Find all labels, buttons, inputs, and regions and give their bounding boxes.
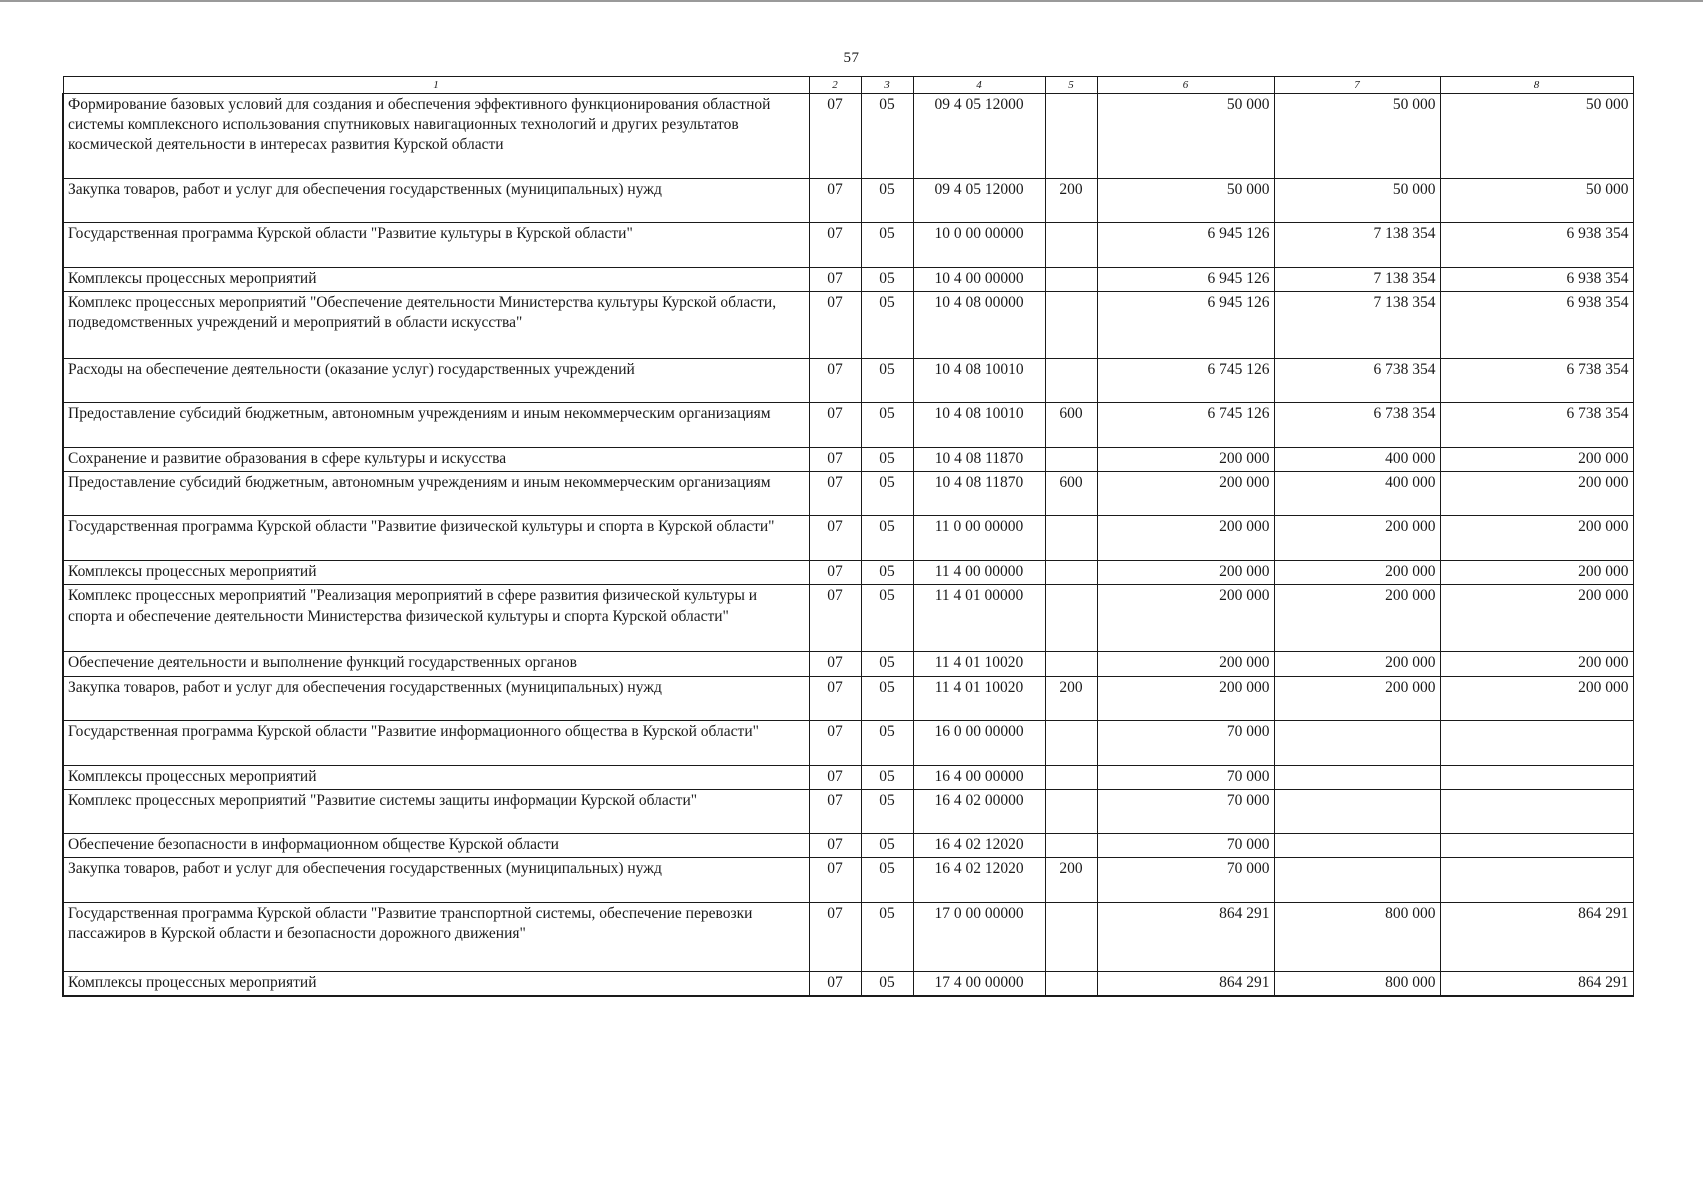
expense-type-code — [1045, 789, 1097, 833]
subsection-code: 05 — [861, 403, 913, 448]
subsection-code: 05 — [861, 561, 913, 585]
amount-col8 — [1440, 789, 1633, 833]
amount-col8 — [1440, 765, 1633, 789]
expense-type-code: 600 — [1045, 403, 1097, 448]
table-row — [63, 268, 1633, 292]
expense-type-code — [1045, 94, 1097, 179]
row-name: Комплексы процессных мероприятий — [63, 765, 809, 789]
target-article-code: 16 0 00 00000 — [913, 720, 1045, 765]
table-row — [63, 472, 1633, 516]
section-code: 07 — [809, 268, 861, 292]
section-code: 07 — [809, 292, 861, 359]
section-code: 07 — [809, 403, 861, 448]
row-name: Расходы на обеспечение деятельности (оказание услуг) государственных учреждений — [63, 359, 809, 403]
section-code: 07 — [809, 472, 861, 516]
amount-col8: 200 000 — [1440, 676, 1633, 720]
target-article-code: 17 4 00 00000 — [913, 971, 1045, 996]
subsection-code: 05 — [861, 789, 913, 833]
amount-col6: 70 000 — [1097, 720, 1274, 765]
amount-col6: 70 000 — [1097, 789, 1274, 833]
row-name: Государственная программа Курской области "Развитие транспортной системы, обеспечение перевозки пассажиров в Курской области и безопасности дорожного движения" — [63, 902, 809, 971]
amount-col7 — [1274, 720, 1440, 765]
expense-type-code — [1045, 292, 1097, 359]
row-name: Обеспечение безопасности в информационном обществе Курской области — [63, 833, 809, 857]
section-code: 07 — [809, 585, 861, 652]
section-code: 07 — [809, 359, 861, 403]
section-code: 07 — [809, 902, 861, 971]
section-code: 07 — [809, 448, 861, 472]
subsection-code: 05 — [861, 585, 913, 652]
subsection-code: 05 — [861, 448, 913, 472]
section-code: 07 — [809, 561, 861, 585]
amount-col8: 6 738 354 — [1440, 403, 1633, 448]
table-row — [63, 652, 1633, 676]
amount-col6: 200 000 — [1097, 516, 1274, 561]
target-article-code: 16 4 02 12020 — [913, 857, 1045, 902]
table-row — [63, 833, 1633, 857]
expense-type-code — [1045, 359, 1097, 403]
amount-col7: 200 000 — [1274, 585, 1440, 652]
target-article-code: 11 4 00 00000 — [913, 561, 1045, 585]
subsection-code: 05 — [861, 765, 913, 789]
table-row — [63, 292, 1633, 359]
amount-col8 — [1440, 720, 1633, 765]
target-article-code: 10 4 08 11870 — [913, 448, 1045, 472]
row-name: Предоставление субсидий бюджетным, автономным учреждениям и иным некоммерческим организациям — [63, 403, 809, 448]
table-row — [63, 179, 1633, 223]
target-article-code: 11 4 01 10020 — [913, 676, 1045, 720]
expense-type-code — [1045, 561, 1097, 585]
amount-col6: 864 291 — [1097, 971, 1274, 996]
expense-type-code — [1045, 585, 1097, 652]
column-header: 5 — [1045, 77, 1097, 94]
column-header: 4 — [913, 77, 1045, 94]
amount-col6: 6 945 126 — [1097, 223, 1274, 268]
subsection-code: 05 — [861, 902, 913, 971]
subsection-code: 05 — [861, 676, 913, 720]
amount-col7 — [1274, 789, 1440, 833]
expense-type-code — [1045, 720, 1097, 765]
amount-col8: 200 000 — [1440, 516, 1633, 561]
expense-type-code — [1045, 223, 1097, 268]
table-row — [63, 789, 1633, 833]
column-number-row — [63, 77, 1633, 94]
target-article-code: 17 0 00 00000 — [913, 902, 1045, 971]
table-row — [63, 561, 1633, 585]
amount-col8: 6 738 354 — [1440, 359, 1633, 403]
amount-col6: 200 000 — [1097, 585, 1274, 652]
expense-type-code: 200 — [1045, 676, 1097, 720]
amount-col6: 6 745 126 — [1097, 359, 1274, 403]
subsection-code: 05 — [861, 833, 913, 857]
subsection-code: 05 — [861, 179, 913, 223]
amount-col8: 864 291 — [1440, 971, 1633, 996]
amount-col7 — [1274, 857, 1440, 902]
target-article-code: 10 0 00 00000 — [913, 223, 1045, 268]
section-code: 07 — [809, 652, 861, 676]
expense-type-code — [1045, 448, 1097, 472]
amount-col8: 200 000 — [1440, 472, 1633, 516]
subsection-code: 05 — [861, 652, 913, 676]
section-code: 07 — [809, 720, 861, 765]
row-name: Сохранение и развитие образования в сфере культуры и искусства — [63, 448, 809, 472]
column-header: 8 — [1440, 77, 1633, 94]
section-code: 07 — [809, 223, 861, 268]
table-row — [63, 223, 1633, 268]
amount-col7: 7 138 354 — [1274, 223, 1440, 268]
amount-col6: 200 000 — [1097, 561, 1274, 585]
table-row — [63, 857, 1633, 902]
target-article-code: 11 4 01 10020 — [913, 652, 1045, 676]
amount-col7: 200 000 — [1274, 516, 1440, 561]
budget-table — [62, 76, 1634, 997]
row-name: Комплекс процессных мероприятий "Обеспечение деятельности Министерства культуры Курской области, подведомственных учреждений и мероприятий в области искусства" — [63, 292, 809, 359]
subsection-code: 05 — [861, 857, 913, 902]
subsection-code: 05 — [861, 472, 913, 516]
table-row — [63, 94, 1633, 179]
target-article-code: 11 4 01 00000 — [913, 585, 1045, 652]
amount-col7 — [1274, 765, 1440, 789]
amount-col8: 6 938 354 — [1440, 223, 1633, 268]
subsection-code: 05 — [861, 223, 913, 268]
amount-col6: 6 745 126 — [1097, 403, 1274, 448]
row-name: Комплекс процессных мероприятий "Реализация мероприятий в сфере развития физической культуры и спорта и обеспечение деятельности Министерства физической культуры и спорта Курской области" — [63, 585, 809, 652]
row-name: Комплексы процессных мероприятий — [63, 561, 809, 585]
amount-col7: 400 000 — [1274, 448, 1440, 472]
table-row — [63, 676, 1633, 720]
amount-col6: 50 000 — [1097, 179, 1274, 223]
expense-type-code — [1045, 268, 1097, 292]
subsection-code: 05 — [861, 359, 913, 403]
amount-col7: 7 138 354 — [1274, 268, 1440, 292]
table-row — [63, 403, 1633, 448]
amount-col7: 200 000 — [1274, 561, 1440, 585]
page-number: 57 — [843, 50, 860, 66]
amount-col8 — [1440, 833, 1633, 857]
amount-col8: 50 000 — [1440, 94, 1633, 179]
section-code: 07 — [809, 94, 861, 179]
section-code: 07 — [809, 516, 861, 561]
amount-col8 — [1440, 857, 1633, 902]
row-name: Государственная программа Курской области "Развитие культуры в Курской области" — [63, 223, 809, 268]
section-code: 07 — [809, 971, 861, 996]
amount-col7: 6 738 354 — [1274, 359, 1440, 403]
amount-col7: 50 000 — [1274, 94, 1440, 179]
expense-type-code — [1045, 516, 1097, 561]
amount-col6: 200 000 — [1097, 652, 1274, 676]
section-code: 07 — [809, 789, 861, 833]
amount-col6: 70 000 — [1097, 765, 1274, 789]
table-row — [63, 359, 1633, 403]
scan-edge — [0, 0, 1703, 2]
target-article-code: 16 4 02 00000 — [913, 789, 1045, 833]
amount-col6: 6 945 126 — [1097, 292, 1274, 359]
section-code: 07 — [809, 857, 861, 902]
column-header: 7 — [1274, 77, 1440, 94]
amount-col6: 200 000 — [1097, 676, 1274, 720]
amount-col7: 6 738 354 — [1274, 403, 1440, 448]
section-code: 07 — [809, 833, 861, 857]
amount-col6: 200 000 — [1097, 448, 1274, 472]
table-row — [63, 585, 1633, 652]
row-name: Комплекс процессных мероприятий "Развитие системы защиты информации Курской области" — [63, 789, 809, 833]
target-article-code: 10 4 08 00000 — [913, 292, 1045, 359]
column-header: 1 — [63, 77, 809, 94]
row-name: Закупка товаров, работ и услуг для обеспечения государственных (муниципальных) нужд — [63, 857, 809, 902]
table-row — [63, 516, 1633, 561]
table-row — [63, 448, 1633, 472]
amount-col8: 200 000 — [1440, 585, 1633, 652]
row-name: Государственная программа Курской области "Развитие информационного общества в Курской области" — [63, 720, 809, 765]
amount-col6: 50 000 — [1097, 94, 1274, 179]
table-row — [63, 971, 1633, 996]
subsection-code: 05 — [861, 94, 913, 179]
amount-col7: 200 000 — [1274, 676, 1440, 720]
amount-col8: 864 291 — [1440, 902, 1633, 971]
expense-type-code — [1045, 652, 1097, 676]
subsection-code: 05 — [861, 971, 913, 996]
amount-col7: 50 000 — [1274, 179, 1440, 223]
target-article-code: 16 4 02 12020 — [913, 833, 1045, 857]
target-article-code: 10 4 08 11870 — [913, 472, 1045, 516]
row-name: Государственная программа Курской области "Развитие физической культуры и спорта в Курской области" — [63, 516, 809, 561]
column-header: 3 — [861, 77, 913, 94]
row-name: Комплексы процессных мероприятий — [63, 971, 809, 996]
amount-col8: 6 938 354 — [1440, 292, 1633, 359]
target-article-code: 09 4 05 12000 — [913, 94, 1045, 179]
row-name: Комплексы процессных мероприятий — [63, 268, 809, 292]
target-article-code: 10 4 08 10010 — [913, 359, 1045, 403]
amount-col6: 70 000 — [1097, 833, 1274, 857]
subsection-code: 05 — [861, 292, 913, 359]
target-article-code: 11 0 00 00000 — [913, 516, 1045, 561]
section-code: 07 — [809, 765, 861, 789]
amount-col7: 7 138 354 — [1274, 292, 1440, 359]
row-name: Формирование базовых условий для создания и обеспечения эффективного функционирования областной системы комплексного использования спутниковых навигационных технологий и других результатов космической деятельности в интересах развития Курской области — [63, 94, 809, 179]
expense-type-code — [1045, 971, 1097, 996]
amount-col6: 70 000 — [1097, 857, 1274, 902]
target-article-code: 09 4 05 12000 — [913, 179, 1045, 223]
expense-type-code — [1045, 765, 1097, 789]
amount-col8: 6 938 354 — [1440, 268, 1633, 292]
target-article-code: 16 4 00 00000 — [913, 765, 1045, 789]
section-code: 07 — [809, 676, 861, 720]
column-header: 6 — [1097, 77, 1274, 94]
amount-col8: 200 000 — [1440, 448, 1633, 472]
table-row — [63, 765, 1633, 789]
amount-col7: 400 000 — [1274, 472, 1440, 516]
amount-col6: 864 291 — [1097, 902, 1274, 971]
section-code: 07 — [809, 179, 861, 223]
amount-col7: 200 000 — [1274, 652, 1440, 676]
amount-col8: 200 000 — [1440, 652, 1633, 676]
row-name: Закупка товаров, работ и услуг для обеспечения государственных (муниципальных) нужд — [63, 179, 809, 223]
expense-type-code: 200 — [1045, 857, 1097, 902]
amount-col6: 200 000 — [1097, 472, 1274, 516]
target-article-code: 10 4 08 10010 — [913, 403, 1045, 448]
amount-col6: 6 945 126 — [1097, 268, 1274, 292]
expense-type-code — [1045, 902, 1097, 971]
subsection-code: 05 — [861, 720, 913, 765]
expense-type-code: 600 — [1045, 472, 1097, 516]
amount-col7: 800 000 — [1274, 971, 1440, 996]
amount-col7 — [1274, 833, 1440, 857]
amount-col7: 800 000 — [1274, 902, 1440, 971]
row-name: Обеспечение деятельности и выполнение функций государственных органов — [63, 652, 809, 676]
table-body — [63, 94, 1633, 996]
expense-type-code: 200 — [1045, 179, 1097, 223]
row-name: Предоставление субсидий бюджетным, автономным учреждениям и иным некоммерческим организациям — [63, 472, 809, 516]
amount-col8: 50 000 — [1440, 179, 1633, 223]
row-name: Закупка товаров, работ и услуг для обеспечения государственных (муниципальных) нужд — [63, 676, 809, 720]
target-article-code: 10 4 00 00000 — [913, 268, 1045, 292]
subsection-code: 05 — [861, 268, 913, 292]
amount-col8: 200 000 — [1440, 561, 1633, 585]
subsection-code: 05 — [861, 516, 913, 561]
table-row — [63, 902, 1633, 971]
table-row — [63, 720, 1633, 765]
expense-type-code — [1045, 833, 1097, 857]
column-header: 2 — [809, 77, 861, 94]
